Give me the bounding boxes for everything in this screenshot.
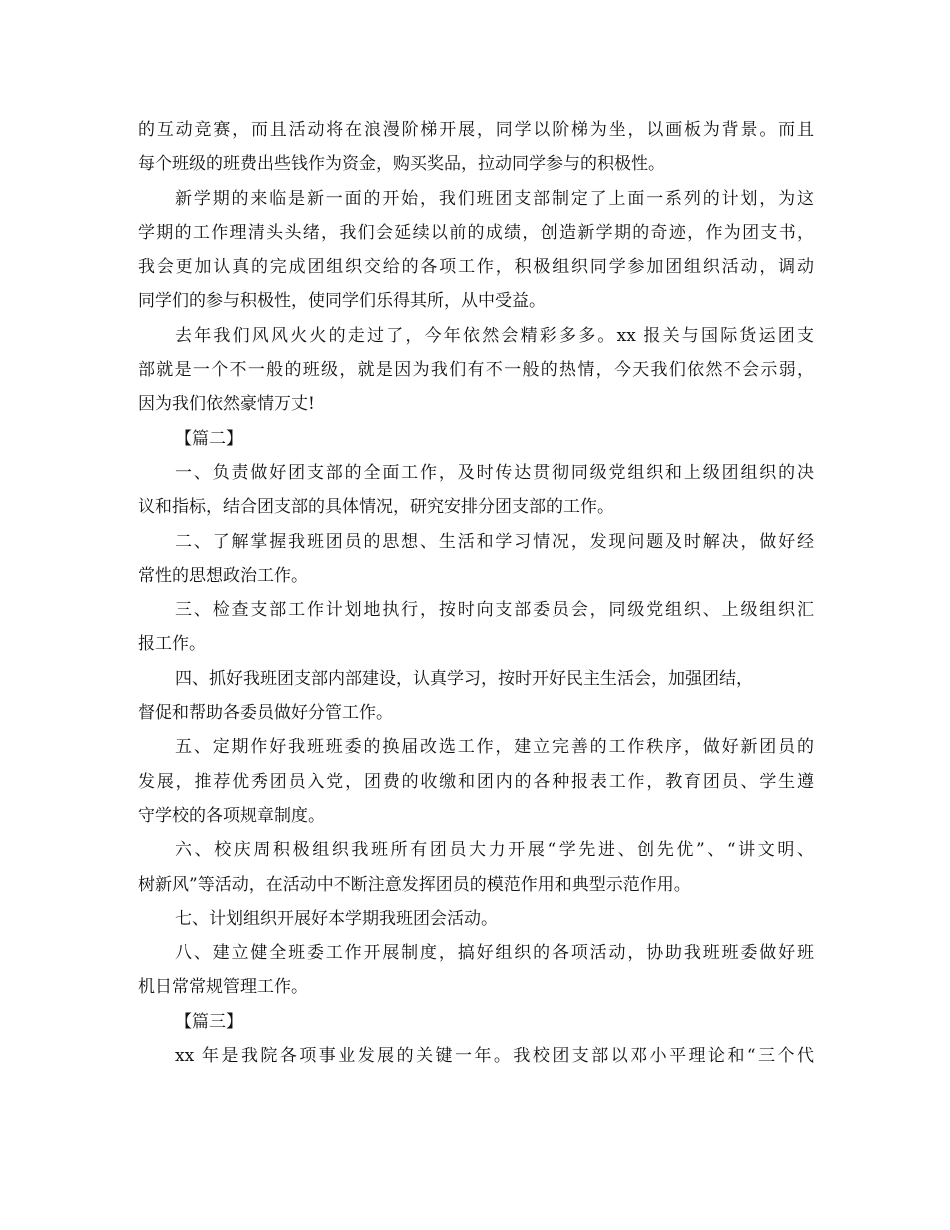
paragraph-start-line: 六、校庆周积极组织我班所有团员大力开展“学先进、创先优”、“讲文明、	[175, 840, 814, 861]
text-line: 常性的思想政治工作。	[138, 565, 308, 586]
text-line: 因为我们依然豪情万丈!	[138, 394, 315, 415]
text-line: 树新风”等活动，在活动中不断注意发挥团员的模范作用和典型示范作用。	[138, 874, 691, 895]
paragraph-start-line: 八、建立健全班委工作开展制度，搞好组织的各项活动，协助我班班委做好班	[175, 943, 814, 964]
paragraph-start-line: 去年我们风风火火的走过了，今年依然会精彩多多。xx 报关与国际货运团支	[175, 325, 814, 346]
text-line: 守学校的各项规章制度。	[138, 805, 325, 826]
paragraph-start-line: 七、计划组织开展好本学期我班团会活动。	[175, 908, 498, 929]
text-line: 同学们的参与积极性，使同学们乐得其所，从中受益。	[138, 291, 546, 312]
section-heading: 【篇三】	[175, 1011, 243, 1032]
text-line: 议和指标，结合团支部的具体情况，研究安排分团支部的工作。	[138, 497, 614, 518]
paragraph-start-line: 三、检查支部工作计划地执行，按时向支部委员会，同级党组织、上级组织汇	[175, 600, 814, 621]
text-line: 机日常常规管理工作。	[138, 977, 308, 998]
paragraph-start-line: 新学期的来临是新一面的开始，我们班团支部制定了上面一系列的计划，为这	[175, 188, 814, 209]
text-line: 督促和帮助各委员做好分管工作。	[138, 703, 393, 724]
text-line: 发展，推荐优秀团员入党，团费的收缴和团内的各种报表工作，教育团员、学生遵	[138, 771, 814, 792]
text-line: 部就是一个不一般的班级，就是因为我们有不一般的热情，今天我们依然不会示弱，	[138, 360, 814, 381]
document-body	[138, 113, 814, 1073]
text-line: 每个班级的班费出些钱作为资金，购买奖品，拉动同学参与的积极性。	[138, 154, 665, 175]
text-line: 报工作。	[138, 634, 206, 655]
paragraph-start-line: xx 年是我院各项事业发展的关键一年。我校团支部以邓小平理论和“三个代	[175, 1046, 814, 1067]
text-line: 学期的工作理清头头绪，我们会延续以前的成绩，创造新学期的奇迹，作为团支书，	[138, 222, 814, 243]
text-line: 我会更加认真的完成团组织交给的各项工作，积极组织同学参加团组织活动，调动	[138, 257, 814, 278]
paragraph-start-line: 一、负责做好团支部的全面工作，及时传达贯彻同级党组织和上级团组织的决	[175, 462, 814, 483]
paragraph-start-line: 五、定期作好我班班委的换届改选工作，建立完善的工作秩序，做好新团员的	[175, 737, 814, 758]
paragraph-start-line: 四、抓好我班团支部内部建设，认真学习，按时开好民主生活会，加强团结，	[175, 668, 753, 689]
text-line: 的互动竞赛，而且活动将在浪漫阶梯开展，同学以阶梯为坐，以画板为背景。而且	[138, 120, 814, 140]
section-heading: 【篇二】	[175, 428, 243, 449]
paragraph-start-line: 二、了解掌握我班团员的思想、生活和学习情况，发现问题及时解决，做好经	[175, 531, 814, 552]
